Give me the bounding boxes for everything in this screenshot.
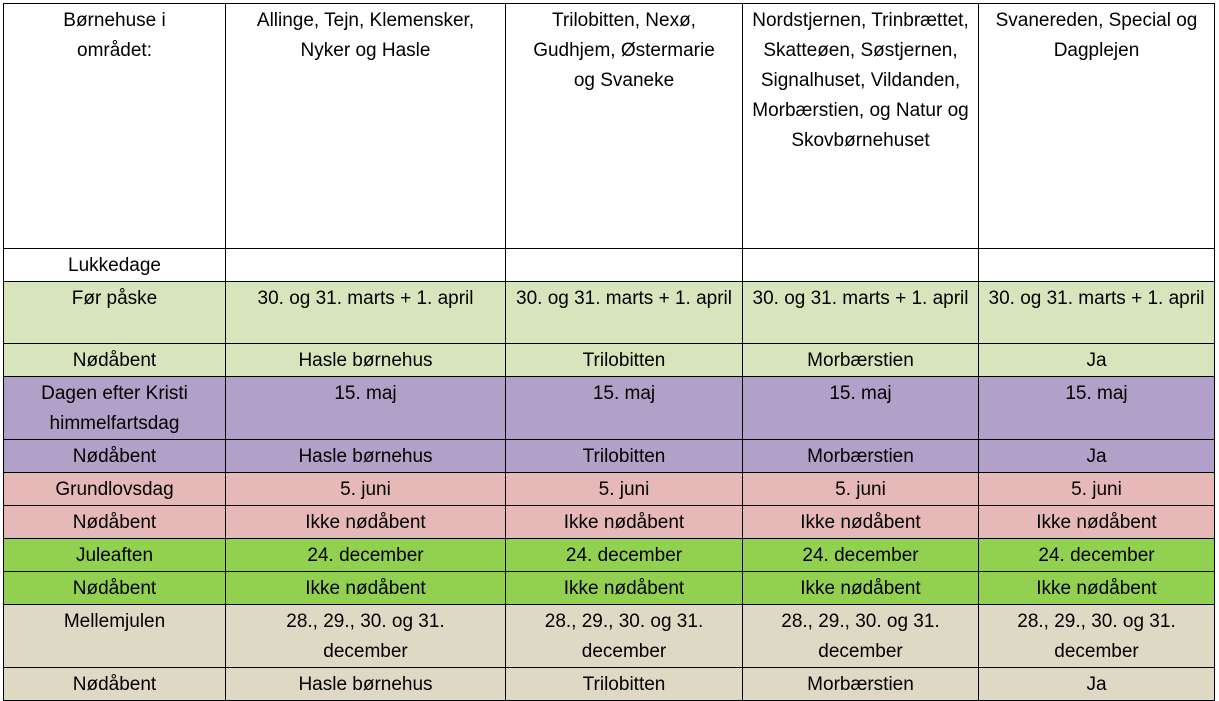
header-row: [4, 4, 1215, 249]
row-label: Dagen efter Kristi himmelfartsdag: [4, 377, 226, 440]
table-cell: 5. juni: [979, 473, 1215, 506]
table-cell: Ja: [979, 440, 1215, 473]
table-row: [4, 377, 1215, 440]
table-cell: Hasle børnehus: [226, 440, 506, 473]
table-cell: Ikke nødåbent: [226, 506, 506, 539]
closing-days-table: [3, 3, 1215, 701]
table-row: [4, 344, 1215, 377]
table-cell: Morbærstien: [743, 668, 979, 701]
table-cell: Ikke nødåbent: [743, 572, 979, 605]
row-label: Nødåbent: [4, 344, 226, 377]
table-row: [4, 668, 1215, 701]
table-cell: Trilobitten: [506, 440, 743, 473]
table-cell: Ikke nødåbent: [226, 572, 506, 605]
table-cell: Ikke nødåbent: [506, 572, 743, 605]
table-cell: 5. juni: [506, 473, 743, 506]
table-cell: 28., 29., 30. og 31. december: [506, 605, 743, 668]
table-cell: 24. december: [979, 539, 1215, 572]
table-cell: Ikke nødåbent: [979, 572, 1215, 605]
row-label: Nødåbent: [4, 440, 226, 473]
table-row: [4, 539, 1215, 572]
table-row: [4, 440, 1215, 473]
table-cell: 28., 29., 30. og 31. december: [979, 605, 1215, 668]
table-cell: Hasle børnehus: [226, 344, 506, 377]
table-cell: Ja: [979, 344, 1215, 377]
table-cell: 15. maj: [979, 377, 1215, 440]
table-cell: Ja: [979, 668, 1215, 701]
header-cell-group-4: Svanereden, Special og Dagplejen: [979, 4, 1215, 249]
table-cell: 5. juni: [226, 473, 506, 506]
header-cell-areas: Børnehuse i området:: [4, 4, 226, 249]
table-cell: [743, 249, 979, 282]
table-cell: 28., 29., 30. og 31. december: [743, 605, 979, 668]
table-cell: Hasle børnehus: [226, 668, 506, 701]
table-cell: Ikke nødåbent: [743, 506, 979, 539]
table-cell: 5. juni: [743, 473, 979, 506]
table-row: [4, 473, 1215, 506]
table-cell: Ikke nødåbent: [506, 506, 743, 539]
table-cell: 28., 29., 30. og 31. december: [226, 605, 506, 668]
table-cell: 30. og 31. marts + 1. april: [743, 282, 979, 344]
table-cell: [506, 249, 743, 282]
table-cell: 24. december: [506, 539, 743, 572]
table-cell: 30. og 31. marts + 1. april: [979, 282, 1215, 344]
table-cell: Ikke nødåbent: [979, 506, 1215, 539]
table-cell: 24. december: [743, 539, 979, 572]
table-row: [4, 506, 1215, 539]
table-cell: Trilobitten: [506, 668, 743, 701]
header-cell-group-2: Trilobitten, Nexø, Gudhjem, Østermarie og Svaneke: [506, 4, 743, 249]
row-label: Før påske: [4, 282, 226, 344]
table-cell: Trilobitten: [506, 344, 743, 377]
table-cell: 24. december: [226, 539, 506, 572]
table-cell: 15. maj: [506, 377, 743, 440]
header-cell-group-3: Nordstjernen, Trinbrættet, Skatteøen, Søstjernen, Signalhuset, Vildanden, Morbærstien, og Natur og Skovbørnehuset: [743, 4, 979, 249]
header-cell-group-1: Allinge, Tejn, Klemensker, Nyker og Hasle: [226, 4, 506, 249]
section-label: Lukkedage: [4, 249, 226, 282]
row-label: Nødåbent: [4, 506, 226, 539]
row-label: Grundlovsdag: [4, 473, 226, 506]
table-cell: 30. og 31. marts + 1. april: [226, 282, 506, 344]
table-row: [4, 572, 1215, 605]
table-cell: 30. og 31. marts + 1. april: [506, 282, 743, 344]
table-cell: Morbærstien: [743, 344, 979, 377]
table-row: [4, 605, 1215, 668]
row-label: Juleaften: [4, 539, 226, 572]
row-label: Nødåbent: [4, 572, 226, 605]
table-cell: 15. maj: [226, 377, 506, 440]
section-row-lukkedage: [4, 249, 1215, 282]
table-row: [4, 282, 1215, 344]
row-label: Mellemjulen: [4, 605, 226, 668]
table-cell: Morbærstien: [743, 440, 979, 473]
row-label: Nødåbent: [4, 668, 226, 701]
table-cell: [226, 249, 506, 282]
table-cell: [979, 249, 1215, 282]
table-cell: 15. maj: [743, 377, 979, 440]
